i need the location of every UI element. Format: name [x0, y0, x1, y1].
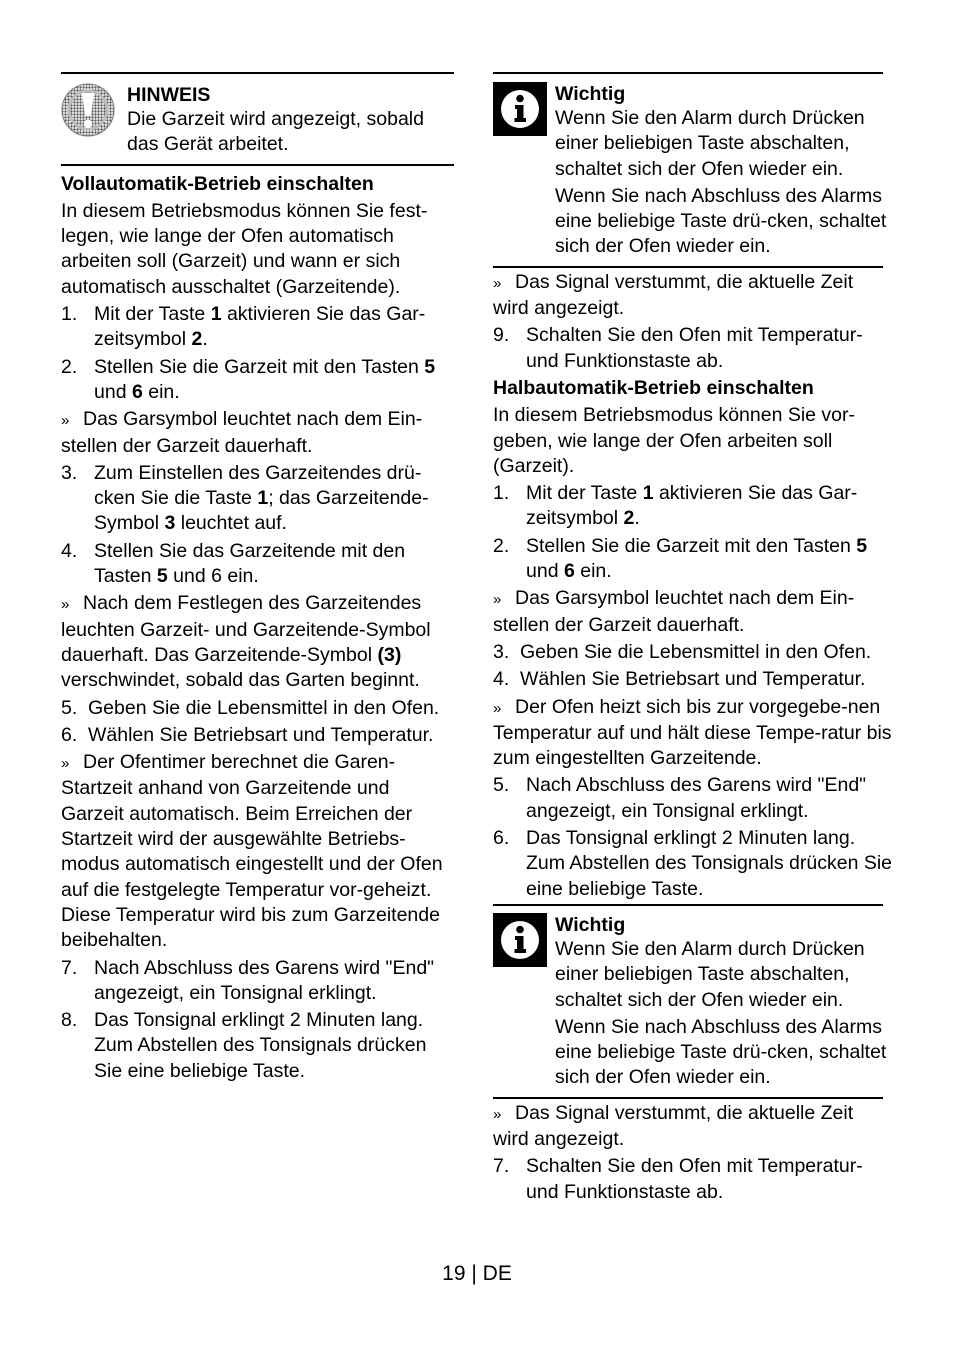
note-text: Die Garzeit wird angezeigt, sobald das Gerät arbeitet.	[127, 108, 424, 156]
important-title: Wichtig	[555, 913, 626, 936]
result-marker: »	[493, 591, 502, 609]
result-item: » Das Signal verstummt, die aktuelle Zeit wird angezeigt.	[493, 270, 854, 320]
result-marker: »	[493, 699, 502, 717]
divider	[493, 266, 883, 268]
note-title: HINWEIS	[127, 84, 211, 106]
important-text: Wenn Sie nach Abschluss des Alarms eine beliebige Taste drü-cken, schaltet sich der Ofen wieder ein.	[555, 1015, 887, 1089]
note-box	[61, 74, 454, 164]
section-heading: Halbautomatik-Betrieb einschalten	[493, 376, 814, 399]
section-heading: Vollautomatik-Betrieb einschalten	[61, 172, 374, 195]
step-item: 4. Stellen Sie das Garzeitende mit den Tasten 5 und 6 ein.	[61, 539, 454, 590]
info-icon	[493, 82, 555, 260]
step-item: 9. Schalten Sie den Ofen mit Temperatur- und Funktionstaste ab.	[493, 323, 893, 374]
step-item: 4. Wählen Sie Betriebsart und Temperatur.	[493, 667, 893, 692]
important-text: Wenn Sie den Alarm durch Drücken einer beliebigen Taste abschalten, schaltet sich der Ofen wieder ein.	[555, 937, 865, 1011]
result-item: » Nach dem Festlegen des Garzeitendes leuchten Garzeit- und Garzeitende-Symbol dauerhaft. Das Garzeitende-Symbol (3) verschwindet, sobald das Garten beginnt.	[61, 592, 431, 692]
result-marker: »	[493, 1105, 502, 1123]
step-number: 4.	[493, 668, 510, 691]
step-number: 7.	[61, 956, 78, 979]
step-number: 3.	[61, 461, 78, 484]
step-number: 1.	[61, 303, 78, 326]
step-item: 2. Stellen Sie die Garzeit mit den Tasten 5 und 6 ein.	[493, 534, 893, 585]
step-item: 6. Wählen Sie Betriebsart und Temperatur.	[61, 723, 454, 748]
step-item: 1. Mit der Taste 1 aktivieren Sie das Gar-zeitsymbol 2.	[493, 481, 893, 532]
important-text: Wenn Sie nach Abschluss des Alarms eine beliebige Taste drü-cken, schaltet sich der Ofen wieder ein.	[555, 184, 887, 258]
step-number: 4.	[61, 539, 78, 562]
step-number: 2.	[493, 534, 510, 557]
info-icon	[493, 913, 555, 1091]
step-number: 9.	[493, 324, 510, 347]
result-item: » Das Garsymbol leuchtet nach dem Ein-stellen der Garzeit dauerhaft.	[61, 408, 423, 457]
left-column	[61, 72, 454, 1084]
result-marker: »	[61, 412, 70, 430]
step-item: 5. Nach Abschluss des Garens wird "End" angezeigt, ein Tonsignal erklingt.	[493, 773, 893, 824]
result-marker: »	[493, 274, 502, 292]
intro-paragraph: In diesem Betriebsmodus können Sie fest-legen, wie lange der Ofen automatisch arbeiten soll (Garzeit) und wann er sich automatisch ausschaltet (Garzeitende).	[61, 199, 428, 298]
divider	[493, 1097, 883, 1099]
step-number: 3.	[493, 640, 510, 663]
step-number: 2.	[61, 355, 78, 378]
important-box	[493, 906, 893, 1097]
intro-paragraph: In diesem Betriebsmodus können Sie vor-geben, wie lange der Ofen arbeiten soll (Garzeit).	[493, 404, 856, 477]
step-item: 6. Das Tonsignal erklingt 2 Minuten lang. Zum Abstellen des Tonsignals drücken Sie eine beliebige Taste.	[493, 826, 893, 902]
exclamation-icon	[61, 83, 127, 158]
step-item: 1. Mit der Taste 1 aktivieren Sie das Gar-zeitsymbol 2.	[61, 302, 454, 353]
important-text: Wenn Sie den Alarm durch Drücken einer beliebigen Taste abschalten, schaltet sich der Ofen wieder ein.	[555, 107, 865, 180]
result-marker: »	[61, 596, 70, 614]
step-number: 6.	[493, 827, 510, 850]
page-number: 19 | DE	[442, 1262, 512, 1285]
step-number: 6.	[61, 723, 78, 746]
step-item: 3. Geben Sie die Lebensmittel in den Ofen.	[493, 640, 893, 665]
result-item: » Das Garsymbol leuchtet nach dem Ein-stellen der Garzeit dauerhaft.	[493, 587, 855, 636]
step-number: 5.	[493, 774, 510, 797]
step-number: 8.	[61, 1009, 78, 1032]
right-column	[493, 72, 893, 1205]
result-item: » Der Ofen heizt sich bis zur vorgegebe-nen Temperatur auf und hält diese Tempe-ratur bis zum eingestellten Garzeitende.	[493, 695, 892, 770]
step-item: 2. Stellen Sie die Garzeit mit den Tasten 5 und 6 ein.	[61, 355, 454, 406]
important-box	[493, 74, 893, 266]
step-item: 7. Nach Abschluss des Garens wird "End" angezeigt, ein Tonsignal erklingt.	[61, 956, 454, 1007]
step-number: 7.	[493, 1155, 510, 1178]
step-number: 5.	[61, 696, 78, 719]
result-item: » Der Ofentimer berechnet die Garen-Startzeit anhand von Garzeitende und Garzeit automatisch. Beim Erreichen der Startzeit wird der ausgewählte Betriebs-modus automatisch eingestellt und der Ofen auf die festgelegte Temperatur vor-geheizt. Diese Temperatur wird bis zum Garzeitende beibehalten.	[61, 751, 443, 952]
step-item: 8. Das Tonsignal erklingt 2 Minuten lang. Zum Abstellen des Tonsignals drücken Sie eine beliebige Taste.	[61, 1008, 454, 1084]
result-item: » Das Signal verstummt, die aktuelle Zeit wird angezeigt.	[493, 1101, 854, 1150]
step-number: 1.	[493, 482, 510, 505]
important-title: Wichtig	[555, 83, 626, 105]
step-item: 3. Zum Einstellen des Garzeitendes drü-cken Sie die Taste 1; das Garzeitende-Symbol 3 leuchtet auf.	[61, 461, 454, 537]
divider	[61, 164, 454, 166]
step-item: 5. Geben Sie die Lebensmittel in den Ofen.	[61, 696, 454, 721]
step-item: 7. Schalten Sie den Ofen mit Temperatur- und Funktionstaste ab.	[493, 1154, 893, 1205]
result-marker: »	[61, 755, 70, 773]
